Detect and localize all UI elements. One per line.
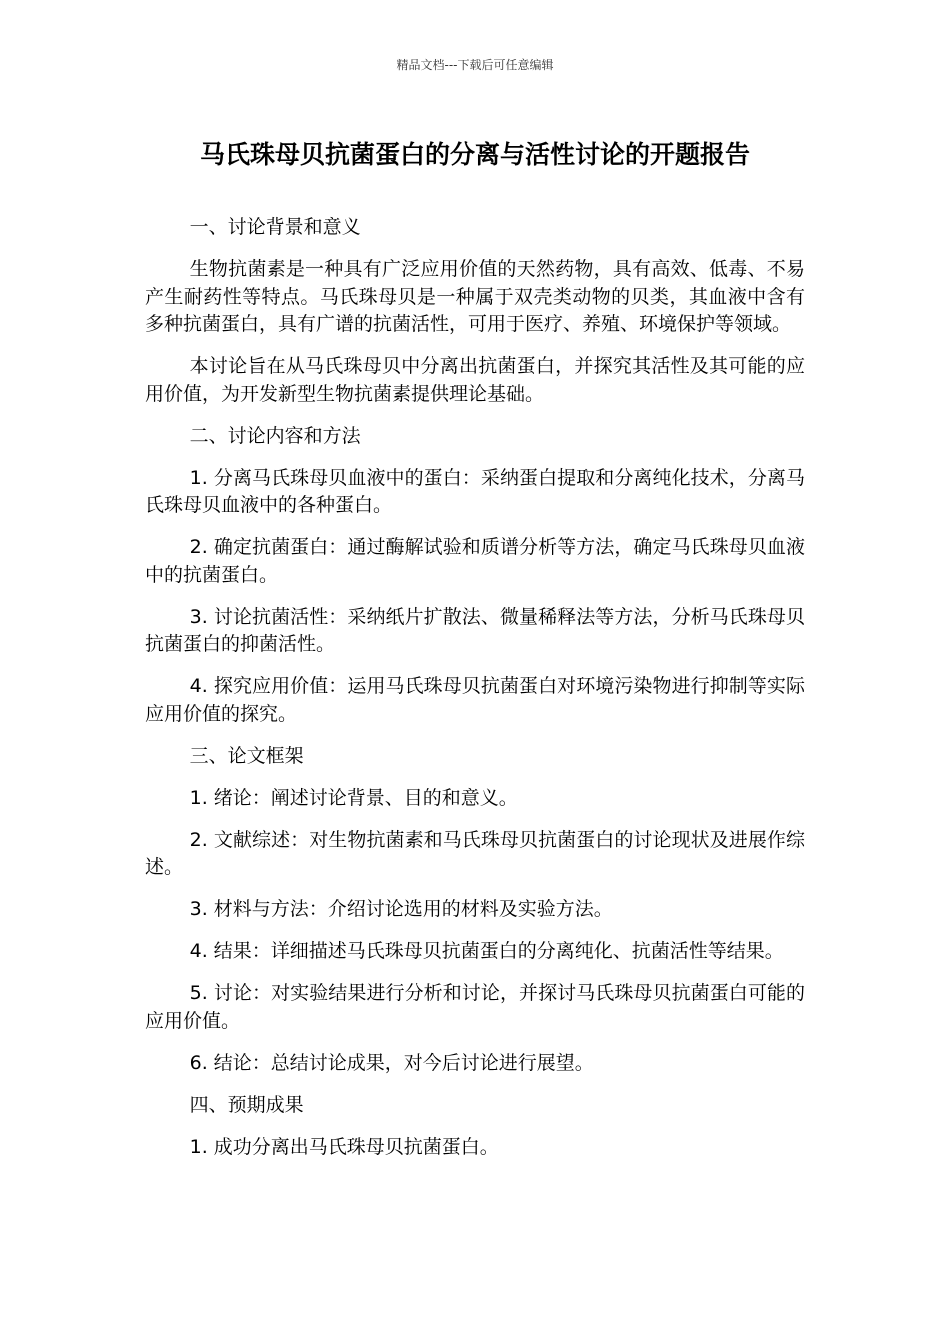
list-item-framework-3: 3. 材料与方法：介绍讨论选用的材料及实验方法。	[189, 898, 613, 920]
list-item-method-3: 3. 讨论抗菌活性：采纳纸片扩散法、微量稀释法等方法，分析马氏珠母贝抗菌蛋白的抑菌活性。	[145, 605, 805, 655]
list-item-framework-1: 1. 绪论：阐述讨论背景、目的和意义。	[189, 786, 518, 809]
paragraph-background: 生物抗菌素是一种具有广泛应用价值的天然药物，具有高效、低毒、不易产生耐药性等特点。马氏珠母贝是一种属于双壳类动物的贝类，其血液中含有多种抗菌蛋白，具有广谱的抗菌活性，可用于医疗、养殖、环境保护等领域。	[145, 258, 805, 335]
list-item-framework-5: 5. 讨论：对实验结果进行分析和讨论，并探讨马氏珠母贝抗菌蛋白可能的应用价值。	[145, 982, 805, 1032]
section-heading-outcomes: 四、预期成果	[189, 1093, 304, 1116]
list-item-method-4: 4. 探究应用价值：运用马氏珠母贝抗菌蛋白对环境污染物进行抑制等实际应用价值的探究。	[145, 675, 805, 725]
section-heading-background: 一、讨论背景和意义	[189, 216, 361, 238]
list-item-framework-4: 4. 结果：详细描述马氏珠母贝抗菌蛋白的分离纯化、抗菌活性等结果。	[189, 940, 784, 962]
section-heading-methods: 二、讨论内容和方法	[189, 424, 361, 447]
list-item-method-1: 1. 分离马氏珠母贝血液中的蛋白：采纳蛋白提取和分离纯化技术，分离马氏珠母贝血液中的各种蛋白。	[145, 466, 805, 516]
page-header: 精品文档---下载后可任意编辑	[396, 58, 554, 72]
paragraph-purpose: 本讨论旨在从马氏珠母贝中分离出抗菌蛋白，并探究其活性及其可能的应用价值，为开发新型生物抗菌素提供理论基础。	[145, 355, 805, 405]
section-heading-framework: 三、论文框架	[189, 744, 304, 767]
list-item-outcome-1: 1. 成功分离出马氏珠母贝抗菌蛋白。	[189, 1135, 499, 1158]
list-item-framework-6: 6. 结论：总结讨论成果，对今后讨论进行展望。	[189, 1051, 594, 1074]
list-item-framework-2: 2. 文献综述：对生物抗菌素和马氏珠母贝抗菌蛋白的讨论现状及进展作综述。	[145, 828, 805, 878]
document-title: 马氏珠母贝抗菌蛋白的分离与活性讨论的开题报告	[199, 140, 750, 169]
document-body	[145, 214, 805, 1176]
list-item-method-2: 2. 确定抗菌蛋白：通过酶解试验和质谱分析等方法，确定马氏珠母贝血液中的抗菌蛋白。	[145, 536, 805, 586]
